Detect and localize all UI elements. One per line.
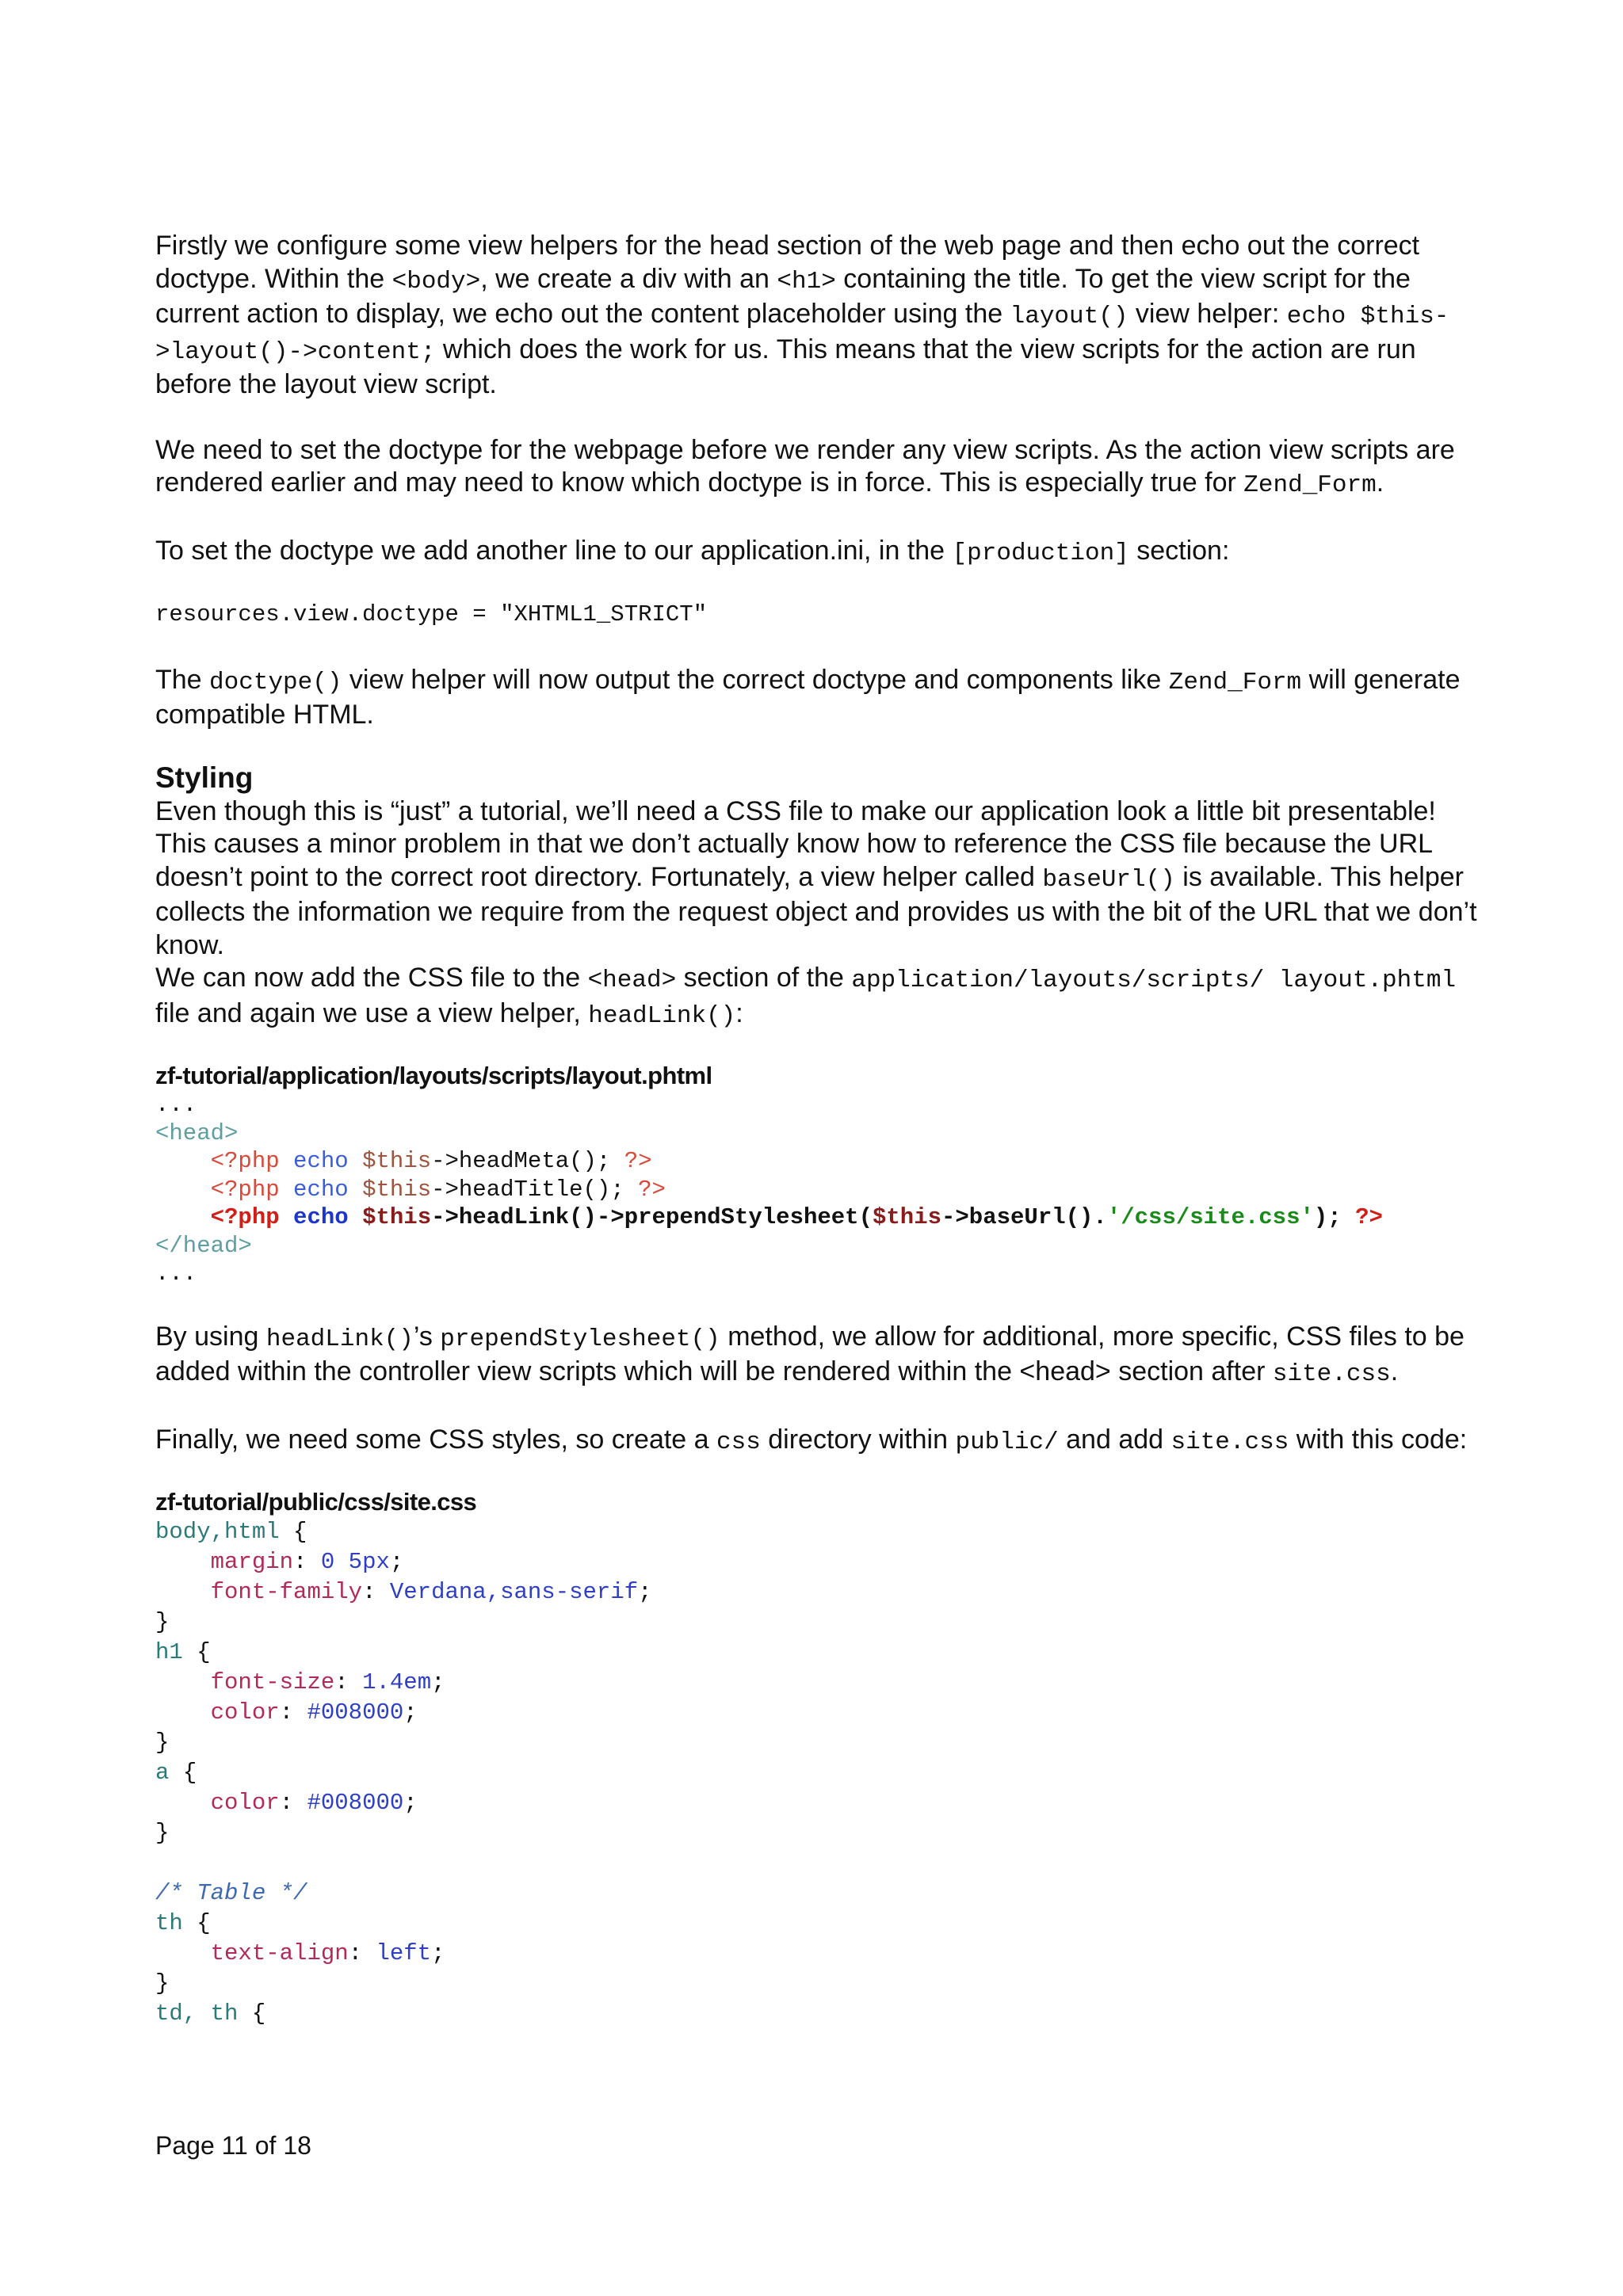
inline-code: doctype() bbox=[209, 668, 342, 696]
code-token: font-size bbox=[210, 1669, 335, 1695]
code-token: $this bbox=[872, 1204, 941, 1230]
code-token: } bbox=[155, 1609, 170, 1635]
text-run: . bbox=[1376, 467, 1384, 498]
code-token: ... bbox=[155, 1261, 197, 1287]
code-token: } bbox=[155, 1820, 170, 1846]
inline-code: public/ bbox=[955, 1428, 1059, 1456]
code-token: 0 5px bbox=[320, 1549, 390, 1575]
code-token: #008000 bbox=[307, 1790, 404, 1816]
css-code-block: body,html { margin: 0 5px; font-family: Verdana,sans-serif; } h1 { font-size: 1.4em; color: #008000; } a { color: #008000; } /* Table */ th { text-align: left; } td, th { bbox=[155, 1519, 652, 2027]
code-token: $this bbox=[362, 1148, 432, 1174]
code-token: <head> bbox=[155, 1119, 239, 1146]
doctype-helper-paragraph bbox=[155, 664, 1487, 732]
page-number-footer: Page 11 of 18 bbox=[155, 2131, 311, 2160]
text-run: ’s bbox=[413, 1321, 441, 1352]
code-token: { bbox=[251, 2000, 266, 2027]
code-token: ?> bbox=[1355, 1204, 1383, 1230]
text-run: method, we allow for additional, more specific, CSS files to be added within the controller view scripts which will be rendered within the <head> section after bbox=[155, 1321, 1465, 1386]
code-token: /* Table */ bbox=[155, 1880, 307, 1906]
inline-code: prependStylesheet() bbox=[440, 1325, 720, 1353]
ini-code-line: resources.view.doctype = "XHTML1_STRICT" bbox=[155, 601, 708, 627]
code-token: ... bbox=[155, 1092, 197, 1118]
intro-paragraph bbox=[155, 230, 1487, 402]
code-token: ->headTitle(); bbox=[431, 1176, 639, 1203]
code-token: 1.4em bbox=[362, 1669, 432, 1695]
text-run: view helper: bbox=[1128, 299, 1287, 329]
inline-code: <h1> bbox=[777, 267, 836, 296]
code-token: <?php bbox=[210, 1148, 280, 1174]
inline-code: [production] bbox=[952, 539, 1129, 567]
code-token: { bbox=[293, 1519, 307, 1545]
inline-code: headLink() bbox=[265, 1325, 414, 1353]
prepend-paragraph bbox=[155, 1321, 1487, 1391]
code-token: } bbox=[155, 1970, 170, 1997]
code-token: </head> bbox=[155, 1232, 252, 1259]
inline-code: <head> bbox=[587, 967, 677, 994]
code-token: text-align bbox=[210, 1940, 349, 1966]
styling-paragraph bbox=[155, 795, 1487, 963]
code-token: <?php bbox=[210, 1176, 280, 1203]
add-css-paragraph bbox=[155, 962, 1487, 1032]
code-token: ); bbox=[1313, 1204, 1356, 1230]
document-page bbox=[155, 230, 1487, 2029]
text-run: We need to set the doctype for the webpage before we render any view scripts. As the action view scripts are rendered earlier and may need to know which doctype is in force. This is especially true for bbox=[155, 434, 1455, 498]
code-token: $this bbox=[362, 1176, 432, 1203]
text-run: Finally, we need some CSS styles, so create a bbox=[155, 1424, 717, 1455]
ini-paragraph bbox=[155, 535, 1487, 570]
inline-code: baseUrl() bbox=[1042, 865, 1175, 894]
text-run: , we create a div with an bbox=[480, 263, 777, 294]
text-run: Firstly we configure some view helpers for the head section of the web page and then echo out the correct doctype. Within the bbox=[155, 231, 1420, 294]
code-token: } bbox=[155, 1730, 170, 1756]
text-run: section: bbox=[1128, 535, 1230, 566]
layout-code-block bbox=[155, 1091, 1487, 1288]
code-token: { bbox=[197, 1639, 211, 1665]
code-token: #008000 bbox=[307, 1699, 404, 1726]
text-run: We can now add the CSS file to the bbox=[155, 963, 588, 993]
text-run: Even though this is “just” a tutorial, we’ll need a CSS file to make our application look a little bit presentable! This causes a minor problem in that we don’t actually know how to reference the CSS file because the URL doesn’t point to the correct root directory. Fortunately, a view helper called bbox=[155, 795, 1436, 892]
text-run: file and again we use a view helper, bbox=[155, 997, 589, 1028]
code-token: $this bbox=[362, 1204, 432, 1230]
code-token: color bbox=[210, 1699, 280, 1726]
text-run: and add bbox=[1058, 1424, 1171, 1455]
inline-code: css bbox=[716, 1428, 761, 1456]
doctype-paragraph bbox=[155, 434, 1487, 502]
inline-code: <body> bbox=[391, 267, 481, 296]
inline-code: Zend_Form bbox=[1168, 668, 1302, 696]
inline-code: application/layouts/scripts/ layout.phtml bbox=[851, 967, 1457, 994]
text-run: with this code: bbox=[1289, 1424, 1468, 1455]
css-code-title: zf-tutorial/public/css/site.css bbox=[155, 1488, 477, 1516]
text-run: is available. This helper collects the information we require from the request object and provides us with the bit of the URL that we don’t know. bbox=[155, 861, 1477, 960]
inline-code: site.css bbox=[1170, 1428, 1289, 1456]
code-token: { bbox=[197, 1910, 211, 1936]
code-token: ->headMeta(); bbox=[431, 1148, 624, 1174]
finally-paragraph bbox=[155, 1424, 1487, 1459]
code-token: echo bbox=[293, 1176, 349, 1203]
code-token: h1 bbox=[155, 1639, 183, 1665]
code-token: echo bbox=[293, 1148, 349, 1174]
code-token: th bbox=[155, 1910, 183, 1936]
code-token: ->baseUrl(). bbox=[941, 1204, 1107, 1230]
text-run: containing the title. To get the view script for the current action to display, we echo out the content placeholder using the bbox=[155, 263, 1411, 329]
styling-heading: Styling bbox=[155, 761, 254, 794]
code-token: font-family bbox=[210, 1579, 363, 1605]
code-token: margin bbox=[210, 1549, 294, 1575]
text-run: view helper will now output the correct doctype and components like bbox=[342, 664, 1169, 695]
code-token: echo bbox=[293, 1204, 349, 1230]
text-run: . bbox=[1390, 1356, 1399, 1386]
code-token: color bbox=[210, 1790, 280, 1816]
text-run: directory within bbox=[760, 1424, 956, 1455]
code-token: ?> bbox=[624, 1148, 652, 1174]
code-token: Verdana,sans-serif bbox=[389, 1579, 639, 1605]
text-run: To set the doctype we add another line to our application.ini, in the bbox=[155, 535, 953, 566]
text-run: will generate compatible HTML. bbox=[155, 664, 1461, 730]
code-token: { bbox=[182, 1760, 197, 1786]
code-token: left bbox=[376, 1940, 432, 1966]
code-token: body,html bbox=[155, 1519, 280, 1545]
inline-code: site.css bbox=[1272, 1360, 1391, 1388]
text-run: which does the work for us. This means that the view scripts for the action are run before the layout view script. bbox=[155, 334, 1416, 399]
code-token: ?> bbox=[638, 1176, 666, 1203]
inline-code: echo $this->layout()->content; bbox=[155, 303, 1449, 366]
text-run: By using bbox=[155, 1321, 266, 1352]
inline-code: layout() bbox=[1010, 303, 1128, 330]
text-run: : bbox=[735, 997, 743, 1028]
code-token: td, th bbox=[155, 2000, 239, 2027]
code-token: '/css/site.css' bbox=[1106, 1204, 1314, 1230]
code-token: <?php bbox=[210, 1204, 280, 1230]
inline-code: headLink() bbox=[588, 1001, 736, 1030]
code-token: ->headLink()->prependStylesheet( bbox=[431, 1204, 873, 1230]
layout-code-title: zf-tutorial/application/layouts/scripts/layout.phtml bbox=[155, 1062, 712, 1089]
text-run: section of the bbox=[676, 963, 852, 993]
code-token: a bbox=[155, 1760, 170, 1786]
inline-code: Zend_Form bbox=[1243, 471, 1377, 499]
text-run: The bbox=[155, 664, 210, 695]
